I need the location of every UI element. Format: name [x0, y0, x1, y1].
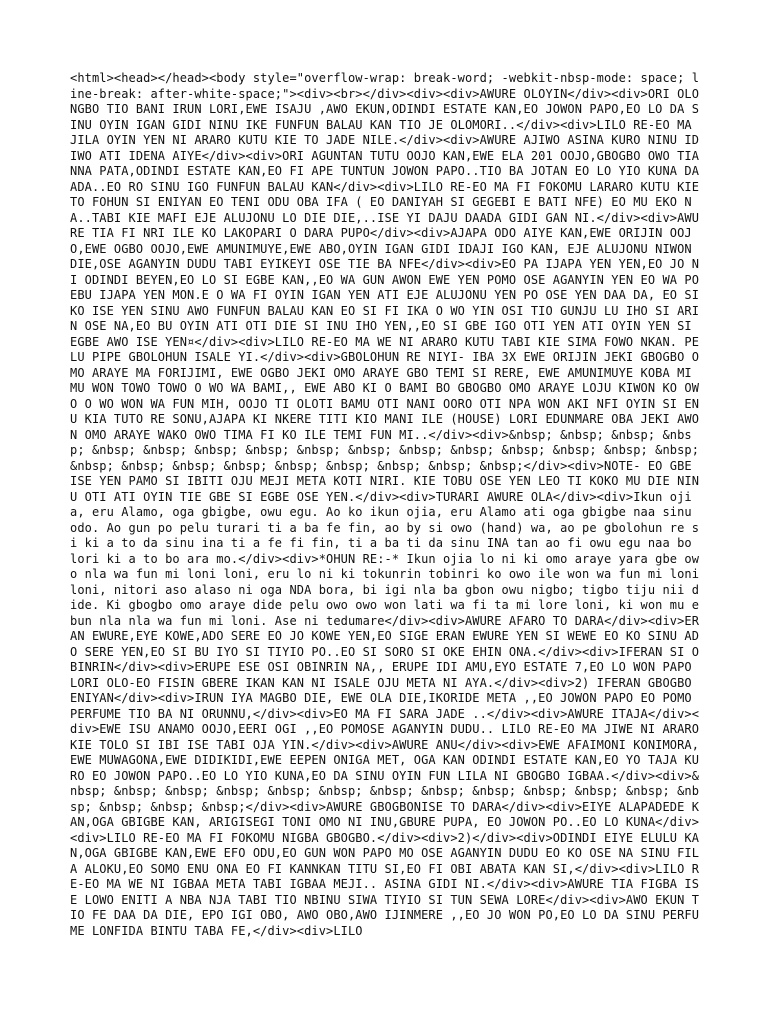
html-source-text: <html><head></head><body style="overflow-wrap: break-word; -webkit-nbsp-mode: space; line-break: after-white-space;"><div><br></div><div><div>AWURE OLOYIN</div><div>ORI OLONGBO TIO BANI IRUN LORI,EWE ISAJU ,AWO EKUN,ODINDI ESTATE KAN,EO JOWON PAPO,EO LO DA SINU OYIN IGAN GIDI NINU IKE FUNFUN BALAU KAN TIO JE OLOMORI..</div><div>LILO RE-EO MA JILA OYIN YEN NI ARARO KUTU KIE TO JADE NILE.</div><div>AWURE AJIWO ASINA KURO NINU IDIWO ATI IDENA AIYE</div><div>ORI AGUNTAN TUTU OOJO KAN,EWE ELA 201 OOJO,GBOGBO OWO TIA NNA PATA,ODINDI ESTATE KAN,EO FI APE TUNTUN JOWON PAPO..TIO BA JOTAN EO LO YIO KUNA DAADA..EO RO SINU IGO FUNFUN BALAU KAN</div><div>LILO RE-EO MA FI FOKOMU LARARO KUTU KIE TO FOHUN SI ENIYAN EO TENI ODU OBA IFA ( EO DANIYAH SI GEGEBI E BATI NFE) EO MU EKO NA..TABI KIE MAFI EJE ALUJONU LO DIE DIE,..ISE YI DAJU DAADA GIDI GAN NI.</div><div>AWURE TIA FI NRI ILE KO LAKOPARI O DARA PUPO</div><div>AJAPA ODO AIYE KAN,EWE ORIJIN OOJO,EWE OGBO OOJO,EWE AMUNIMUYE,EWE ABO,OYIN IGAN GIDI IDAJI IGO KAN, EJE ALUJONU NIWON DIE,OSE AGANYIN DUDU TABI EYIKEYI OSE TIE BA NFE</div><div>EO PA IJAPA YEN YEN,EO JO NI ODINDI BEYEN,EO LO SI EGBE KAN,,EO WA GUN AWON EWE YEN POMO OSE AGANYIN YEN EO WA PO EBU IJAPA YEN MON.E O WA FI OYIN IGAN YEN ATI EJE ALUJONU YEN PO OSE YEN DAA DA, EO SIKO ISE YEN SINU AWO FUNFUN BALAU KAN EO SI FI IKA O WO YIN OSI TIO GUNJU LU IHO SI ARIN OSE NA,EO BU OYIN ATI OTI DIE SI INU IHO YEN,,EO SI GBE IGO OTI YEN ATI OYIN YEN SI EGBE AWO ISE YEN¤</div><div>LILO RE-EO MA WE NI ARARO KUTU TABI KIE SIMA FOWO NKAN. PELU PIPE GBOLOHUN ISALE YI.</div><div>GBOLOHUN RE NIYI- IBA 3X EWE ORIJIN JEKI GBOGBO OMO ARAYE MA FORIJIMI, EWE OGBO JEKI OMO ARAYE GBO TEMI SI RERE, EWE AMUNIMUYE KOBA MI MU WON TOWO TOWO O WO WA BAMI,, EWE ABO KI O BAMI BO GBOGBO OMO ARAYE LOJU KIWON KO OWO O WO WON WA FUN MIH, OOJO TI OLOTI BAMU OTI NANI OORO OTI NPA WON AKI NFI OYIN SI ENU KIA TUTO RE SONU,AJAPA KI NKERE TITI KIO MANI ILE (HOUSE) LORI EDUNMARE OBA JEKI AWON OMO ARAYE WAKO OWO TIMA FI KO ILE TEMI FUN MI..</div><div>&nbsp; &nbsp; &nbsp; &nbsp; &nbsp; &nbsp; &nbsp; &nbsp; &nbsp; &nbsp; &nbsp; &nbsp; &nbsp; &nbsp; &nbsp; &nbsp; &nbsp; &nbsp; &nbsp; &nbsp; &nbsp; &nbsp; &nbsp; &nbsp; &nbsp;</div><div>NOTE- EO GBE ISE YEN PAMO SI IBITI OJU MEJI META KOTI NIRI. KIE TOBU OSE YEN LEO TI KOKO MU DIE NINU OTI ATI OYIN TIE GBE SI EGBE OSE YEN.</div><div>TURARI AWURE OLA</div><div>Ikun ojia, eru Alamo, oga gbigbe, owu egu. Ao ko ikun ojia, eru Alamo ati oga gbigbe naa sinu odo. Ao gun po pelu turari ti a ba fe fin, ao by si owo (hand) wa, ao pe gbolohun re si ki a to da sinu ina ti a fe fi fin, ti a ba ti da sinu INA tan ao fi owu egu naa bo lori ki a to bo ara mo.</div><div>*OHUN RE:-* Ikun ojia lo ni ki omo araye yara gbe owo nla wa fun mi loni loni, eru lo ni ki tokunrin tobinri ko owo ile won wa fun mi loni loni, nitori aso alaso ni oga NDA bora, bi igi nla ba gbon owu nigbo; tigbo tiju nii dide. Ki gbogbo omo araye dide pelu owo owo won lati wa fi ta mi lore loni, ki won mu ebun nla nla wa fun mi loni. Ase ni tedumare</div><div>AWURE AFARO TO DARA</div><div>ERAN EWURE,EYE KOWE,ADO SERE EO JO KOWE YEN,EO SIGE ERAN EWURE YEN SI WEWE EO KO SINU ADO SERE YEN,EO SI BU IYO SI TIYIO PO..EO SI SORO SI OKE EHIN ONA.</div><div>IFERAN SI OBINRIN</div><div>ERUPE ESE OSI OBINRIN NA,, ERUPE IDI AMU,EYO ESTATE 7,EO LO WON PAPO LORI OLO-EO FISIN GBERE IKAN KAN NI ISALE OJU META NI AYA.</div><div>2) IFERAN GBOGBO ENIYAN</div><div>IRUN IYA MAGBO DIE, EWE OLA DIE,IKORIDE META ,,EO JOWON PAPO EO POMO PERFUME TIO BA NI ORUNNU,</div><div>EO MA FI SARA JADE ..</div><div>AWURE ITAJA</div><div>EWE ISU ANAMO OOJO,EERI OGI ,,EO POMOSE AGANYIN DUDU.. LILO RE-EO MA JIWE NI ARARO KIE TOLO SI IBI ISE TABI OJA YIN.</div><div>AWURE ANU</div><div>EWE AFAIMONI KONIMORA,EWE MUWAGONA,EWE DIDIKIDI,EWE EEPEN ONIGA MET, OGA KAN ODINDI ESTATE KAN,EO YO TAJA KURO EO JOWON PAPO..EO LO YIO KUNA,EO DA SINU OYIN FUN LILA NI GBOGBO IGBAA.</div><div>&nbsp; &nbsp; &nbsp; &nbsp; &nbsp; &nbsp; &nbsp; &nbsp; &nbsp; &nbsp; &nbsp; &nbsp; &nbsp; &nbsp; &nbsp; &nbsp;</div><div>AWURE GBOGBONISE TO DARA</div><div>EIYE ALAPADEDE KAN,OGA GBIGBE KAN, ARIGISEGI TONI OMO NI INU,GBURE PUPA, EO JOWON PO..EO LO KUNA</div><div>LILO RE-EO MA FI FOKOMU NIGBA GBOGBO.</div><div>2)</div><div>ODINDI EIYE ELULU KAN,OGA GBIGBE KAN,EWE EFO ODU,EO GUN WON PAPO MO OSE AGANYIN DUDU EO KO OSE NA SINU FILA ALOKU,EO SOMO ENU ONA EO FI KANNKAN TITU SI,EO FI OBI ABATA KAN SI,</div><div>LILO RE-EO MA WE NI IGBAA META TABI IGBAA MEJI.. ASINA GIDI NI.</div><div>AWURE TIA FIGBA ISE LOWO ENITI A NBA NJA TABI TIO NBINU SIWA TIYIO SI TUN SEWA LORE</div><div>AWO EKUN TIO FE DAA DA DIE, EPO IGI OBO, AWO OBO,AWO IJINMERE ,,EO JO WON PO,EO LO DA SINU PERFUME LONFIDA BINTU TABA FE,</div><div>LILO [70, 71, 707, 938]
